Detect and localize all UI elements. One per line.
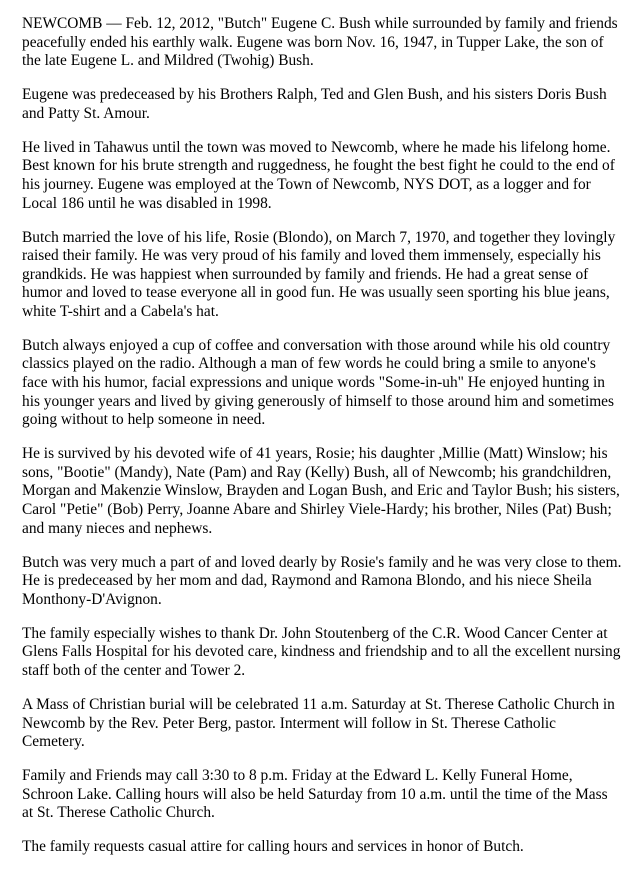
paragraph-thanks: The family especially wishes to thank Dr. John Stoutenberg of the C.R. Wood Cancer Center at Glens Falls Hospital for his devoted care, kindness and friendship and to all the excellent nursing staff both of the center and Tower 2.: [22, 624, 621, 679]
paragraph-calling-hours: Family and Friends may call 3:30 to 8 p.m. Friday at the Edward L. Kelly Funeral Home, Schroon Lake. Calling hours will also be held Saturday from 10 a.m. until the time of the Mass at St. Therese Catholic Church.: [22, 767, 608, 822]
paragraph-personality: Butch always enjoyed a cup of coffee and conversation with those around while his old country classics played on the radio. Although a man of few words he could bring a smile to anyone's face with his humor, facial expressions and unique words "Some-in-uh" He enjoyed hunting in his younger years and lived by giving generously of himself to those around him and sometimes going without to help someone in need.: [22, 336, 615, 429]
paragraph-marriage-and-family: Butch married the love of his life, Rosie (Blondo), on March 7, 1970, and together they lovingly raised their family. He was very proud of his family and loved them immensely, especially his grandkids. He was happiest when surrounded by family and friends. He had a great sense of humor and loved to tease everyone all in good fun. He was usually seen sporting his blue jeans, white T-shirt and a Cabela's hat.: [22, 228, 616, 320]
paragraph-life-and-work: He lived in Tahawus until the town was moved to Newcomb, where he made his lifelong home. Best known for his brute strength and ruggedness, he fought the best fight he could to the end of his journey. Eugene was employed at the Town of Newcomb, NYS DOT, as a logger and for Local 186 until he was disabled in 1998.: [22, 138, 615, 212]
paragraph-survivors: He is survived by his devoted wife of 41 years, Rosie; his daughter ,Millie (Matt) Winslow; his sons, "Bootie" (Mandy), Nate (Pam) and Ray (Kelly) Bush, all of Newcomb; his grandchildren, Morgan and Makenzie Winslow, Brayden and Logan Bush, and Eric and Taylor Bush; his sisters, Carol "Petie" (Bob) Perry, Joanne Abare and Shirley Viele-Hardy; his brother, Niles (Pat) Bush; and many nieces and nephews.: [22, 445, 620, 537]
obituary-document: [22, 15, 622, 857]
paragraph-in-laws: Butch was very much a part of and loved dearly by Rosie's family and he was very close to them. He is predeceased by her mom and dad, Raymond and Ramona Blondo, and his niece Sheila Monthony-D'Avignon.: [22, 553, 622, 608]
paragraph-mass: A Mass of Christian burial will be celebrated 11 a.m. Saturday at St. Therese Catholic Church in Newcomb by the Rev. Peter Berg, pastor. Interment will follow in St. Therese Catholic Cemetery.: [22, 695, 615, 751]
paragraph-announcement: NEWCOMB — Feb. 12, 2012, "Butch" Eugene C. Bush while surrounded by family and friends peacefully ended his earthly walk. Eugene was born Nov. 16, 1947, in Tupper Lake, the son of the late Eugene L. and Mildred (Twohig) Bush.: [22, 15, 618, 70]
paragraph-predeceased-siblings: Eugene was predeceased by his Brothers Ralph, Ted and Glen Bush, and his sisters Doris Bush and Patty St. Amour.: [22, 86, 607, 122]
paragraph-attire: The family requests casual attire for calling hours and services in honor of Butch.: [22, 838, 524, 856]
